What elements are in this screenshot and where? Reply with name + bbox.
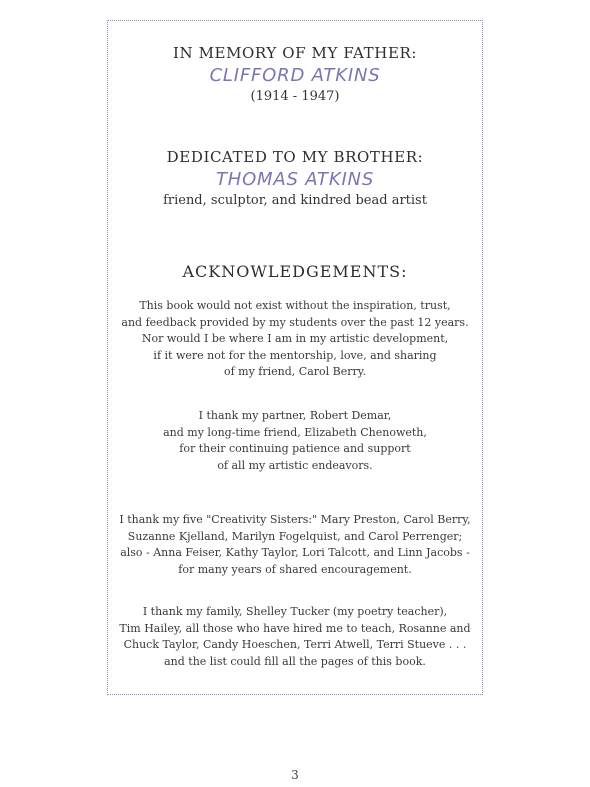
paragraph-line: if it were not for the mentorship, love, and sharing bbox=[153, 348, 437, 362]
paragraph-line: Tim Hailey, all those who have hired me to teach, Rosanne and bbox=[119, 621, 471, 635]
page-number: 3 bbox=[291, 768, 299, 782]
paragraph-line: Suzanne Kjelland, Marilyn Fogelquist, and Carol Perrenger; bbox=[127, 529, 463, 543]
paragraph-line: and my long-time friend, Elizabeth Chenoweth, bbox=[163, 425, 427, 439]
paragraph-line: for their continuing patience and support bbox=[179, 442, 411, 455]
paragraph-line: I thank my five "Creativity Sisters:" Mary Preston, Carol Berry, bbox=[119, 513, 471, 526]
paragraph-line: I thank my partner, Robert Demar, bbox=[198, 409, 392, 422]
acknowledgements-block bbox=[107, 262, 483, 282]
paragraph-line: also - Anna Feiser, Kathy Taylor, Lori Talcott, and Linn Jacobs - bbox=[120, 546, 470, 559]
paragraph-line: I thank my family, Shelley Tucker (my poetry teacher), bbox=[142, 605, 448, 618]
dedication-block bbox=[107, 148, 483, 209]
memorial-heading: IN MEMORY OF MY FATHER: bbox=[172, 44, 418, 62]
paragraph-line: This book would not exist without the inspiration, trust, bbox=[139, 299, 451, 312]
acknowledgements-title: ACKNOWLEDGEMENTS: bbox=[182, 262, 408, 281]
acknowledgement-paragraph bbox=[107, 604, 483, 670]
dedication-heading: DEDICATED TO MY BROTHER: bbox=[166, 148, 424, 166]
paragraph-line: of all my artistic endeavors. bbox=[217, 458, 373, 472]
dedication-name: THOMAS ATKINS bbox=[215, 169, 375, 190]
paragraph-line: of my friend, Carol Berry. bbox=[223, 365, 367, 378]
memorial-block bbox=[107, 44, 483, 105]
paragraph-line: Nor would I be where I am in my artistic development, bbox=[141, 332, 449, 345]
memorial-name: CLIFFORD ATKINS bbox=[209, 65, 381, 86]
paragraph-line: and the list could fill all the pages of this book. bbox=[164, 654, 426, 668]
acknowledgement-paragraph bbox=[107, 408, 483, 474]
memorial-dates: (1914 - 1947) bbox=[250, 89, 340, 104]
acknowledgement-paragraph bbox=[107, 512, 483, 578]
acknowledgement-paragraph bbox=[107, 298, 483, 381]
paragraph-line: Chuck Taylor, Candy Hoeschen, Terri Atwell, Terri Stueve . . . bbox=[123, 638, 467, 651]
dedication-description: friend, sculptor, and kindred bead artist bbox=[163, 193, 427, 208]
paragraph-line: and feedback provided by my students over the past 12 years. bbox=[121, 315, 469, 329]
paragraph-line: for many years of shared encouragement. bbox=[178, 562, 412, 576]
